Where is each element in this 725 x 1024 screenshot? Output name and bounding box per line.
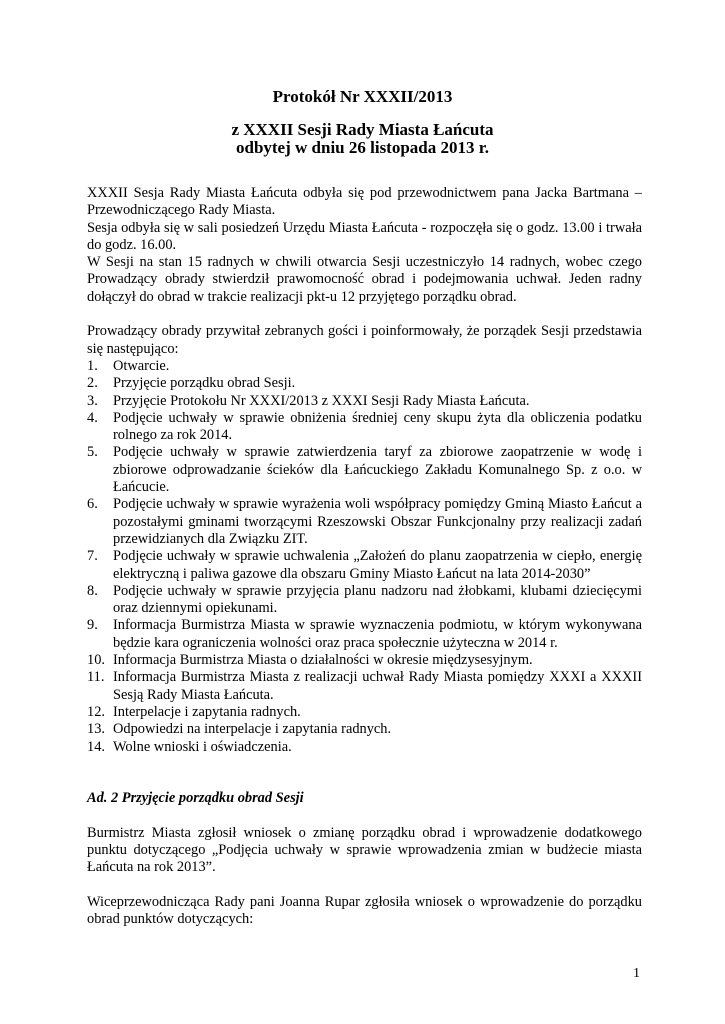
agenda-item <box>87 617 642 652</box>
agenda-item-number: 2. <box>87 375 98 392</box>
agenda-item-number: 11. <box>87 669 105 686</box>
agenda-item-text: Odpowiedzi na interpelacje i zapytania radnych. <box>113 721 392 738</box>
agenda-item-text: Otwarcie. <box>113 357 170 374</box>
agenda-item-text: Przyjęcie Protokołu Nr XXXI/2013 z XXXI Sesji Rady Miasta Łańcuta. <box>113 392 530 409</box>
agenda-item <box>87 652 642 669</box>
agenda-item <box>87 721 642 738</box>
agenda-list <box>87 358 642 756</box>
agenda-item-number: 10. <box>87 652 105 669</box>
agenda-item-text: Przyjęcie porządku obrad Sesji. <box>113 375 296 392</box>
agenda-item-text: Informacja Burmistrza Miasta o działalności w okresie międzysesyjnym. <box>113 652 533 669</box>
section-ad2-paragraph-2: Wiceprzewodnicząca Rady pani Joanna Rupar zgłosiła wniosek o wprowadzenie do porządku obrad punktów dotyczących: <box>87 893 642 928</box>
agenda-item <box>87 583 642 618</box>
section-ad2-heading: Ad. 2 Przyjęcie porządku obrad Sesji <box>87 790 304 806</box>
document-body <box>87 185 642 756</box>
agenda-item-number: 12. <box>87 703 105 720</box>
agenda-item <box>87 375 642 392</box>
agenda-item-number: 5. <box>87 444 98 461</box>
agenda-item-text: Podjęcie uchwały w sprawie zatwierdzenia taryf za zbiorowe zaopatrzenie w wodę i zbiorowe odprowadzanie ścieków dla Łańcuckiego Zakładu Komunalnego Sp. z o.o. w Łańcucie. <box>113 444 642 496</box>
agenda-item <box>87 739 642 756</box>
agenda-item-number: 14. <box>87 738 105 755</box>
agenda-item-text: Wolne wnioski i oświadczenia. <box>113 738 292 755</box>
agenda-item-text: Informacja Burmistrza Miasta w sprawie wyznaczenia podmiotu, w którym wykonywana będzie kara ograniczenia wolności oraz praca społecznie użyteczna w 2014 r. <box>113 617 642 651</box>
agenda-item <box>87 410 642 445</box>
agenda-item-number: 7. <box>87 548 98 565</box>
section-ad2 <box>87 790 642 928</box>
document-subtitle-line1: z XXXII Sesji Rady Miasta Łańcuta <box>231 120 494 139</box>
agenda-item-text: Podjęcie uchwały w sprawie uchwalenia „Założeń do planu zaopatrzenia w ciepło, energię elektryczną i paliwa gazowe dla obszaru Gminy Miasto Łańcut na lata 2014-2030” <box>113 548 642 582</box>
agenda-item-text: Interpelacje i zapytania radnych. <box>113 703 301 720</box>
agenda-item-number: 3. <box>87 392 98 409</box>
agenda-item <box>87 496 642 548</box>
agenda-item <box>87 444 642 496</box>
document-subtitle-line2: odbytej w dniu 26 listopada 2013 r. <box>235 138 489 157</box>
agenda-item-text: Podjęcie uchwały w sprawie obniżenia średniej ceny skupu żyta dla obliczenia podatku rolnego za rok 2014. <box>113 409 642 444</box>
intro-paragraph-1: XXXII Sesja Rady Miasta Łańcuta odbyła się pod przewodnictwem pana Jacka Bartmana – Przewodniczącego Rady Miasta. <box>87 185 642 219</box>
agenda-item <box>87 704 642 721</box>
agenda-item-text: Informacja Burmistrza Miasta z realizacji uchwał Rady Miasta pomiędzy XXXI a XXXII Sesją Rady Miasta Łańcuta. <box>113 669 642 703</box>
section-ad2-paragraph-1: Burmistrz Miasta zgłosił wniosek o zmianę porządku obrad i wprowadzenie dodatkowego punktu dotyczącego „Podjęcia uchwały w sprawie wprowadzenia zmian w budżecie miasta Łańcuta na rok 2013”. <box>87 824 642 876</box>
agenda-item <box>87 393 642 410</box>
intro-paragraph-2: Sesja odbyła się w sali posiedzeń Urzędu Miasta Łańcuta - rozpoczęła się o godz. 13.00 i trwała do godz. 16.00. <box>87 219 642 253</box>
agenda-item-text: Podjęcie uchwały w sprawie wyrażenia woli współpracy pomiędzy Gminą Miasto Łańcut a pozostałymi gminami tworzącymi Rzeszowski Obszar Funkcjonalny przy realizacji zadań przewidzianych dla Związku ZIT. <box>113 496 642 547</box>
agenda-item <box>87 669 642 704</box>
agenda-item-number: 1. <box>87 357 98 374</box>
intro-paragraph-3: W Sesji na stan 15 radnych w chwili otwarcia Sesji uczestniczyło 14 radnych, wobec czego Prowadzący obrady stwierdził prawomocność obrad i podejmowania uchwał. Jeden radny dołączył do obrad w trakcie realizacji pkt-u 12 przyjętego porządku obrad. <box>87 254 642 305</box>
agenda-item-number: 6. <box>87 496 98 513</box>
agenda-item-text: Podjęcie uchwały w sprawie przyjęcia planu nadzoru nad żłobkami, klubami dziecięcymi oraz dziennymi opiekunami. <box>113 582 642 617</box>
agenda-intro: Prowadzący obrady przywitał zebranych gości i poinformowały, że porządek Sesji przedstawia się następująco: <box>87 323 642 357</box>
agenda-item-number: 8. <box>87 582 98 599</box>
agenda-item-number: 4. <box>87 409 98 426</box>
agenda-item-number: 13. <box>87 721 105 738</box>
document-title: Protokół Nr XXXII/2013 <box>272 87 453 106</box>
page-number: 1 <box>633 966 640 981</box>
agenda-item <box>87 548 642 583</box>
agenda-item-number: 9. <box>87 617 98 634</box>
agenda-item <box>87 358 642 375</box>
